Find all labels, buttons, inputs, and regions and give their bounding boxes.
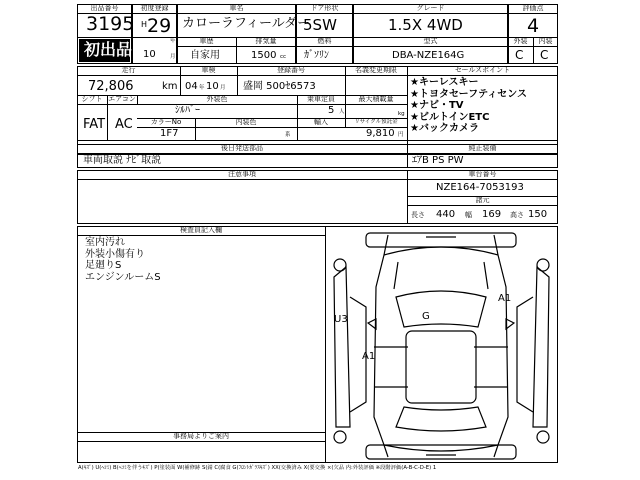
aircon: AC <box>115 117 133 132</box>
capacity: 5 <box>328 105 335 116</box>
int-color-unit: 系 <box>285 132 291 138</box>
legend-text: A(ｷｽﾞ) U(ﾍｺﾐ) B(ﾍｺﾐを伴うｷｽﾞ) P(塗装面 W(補修跡 S(錆 C(腐食 G(ﾌﾛﾝﾄｶﾞﾗｽｷｽﾞ) XX(交換済み X(要交換 ×(欠品 内:外装評価 ※段階評価(A-B-C-D-E) 1 <box>78 465 437 471</box>
inspector-note: 室内汚れ <box>85 237 125 248</box>
header-fuel: 燃料 <box>317 37 332 45</box>
length-label: 長さ <box>411 211 425 219</box>
inspection-year: 04 <box>185 81 198 92</box>
inspector-notes-list <box>85 237 161 283</box>
chassis-number: NZE164-7053193 <box>436 182 524 193</box>
sales-points-list <box>410 77 556 135</box>
color-no: 1F7 <box>160 128 179 139</box>
header-displacement: 排気量 <box>255 37 277 45</box>
fuel: ｶﾞｿﾘﾝ <box>304 50 329 61</box>
mileage-unit: km <box>162 81 178 92</box>
recycle-unit: 円 <box>398 132 404 138</box>
first-reg-era: H <box>141 20 148 29</box>
height-label: 高さ <box>510 211 524 219</box>
header-usage: 車歴 <box>199 37 214 45</box>
header-notes: 注意事項 <box>228 170 256 178</box>
first-reg-month: 10 <box>143 49 156 60</box>
recycle-fee: 9,810 <box>366 128 395 139</box>
displacement: 1500 <box>251 50 277 61</box>
shift: FAT <box>83 117 106 132</box>
header-int-color: 内装色 <box>235 118 257 126</box>
lot-number: 3195 <box>86 13 135 35</box>
first-sale-badge: 初出品 <box>79 39 130 62</box>
car-damage-diagram <box>326 227 557 462</box>
header-car-name: 車名 <box>229 4 244 12</box>
inspection-year-unit: 年 <box>199 85 205 91</box>
header-capacity: 乗車定員 <box>307 95 335 103</box>
header-model-code: 型式 <box>423 37 438 45</box>
header-ext-color: 外装色 <box>206 95 228 103</box>
usage: 自家用 <box>190 50 220 61</box>
interior-grade: C <box>540 48 549 62</box>
header-office-notes: 事務局よりご案内 <box>173 432 229 440</box>
standard-equipment: ｴｱB PS PW <box>412 155 464 166</box>
header-dims: 諸元 <box>475 196 490 204</box>
sales-point: ★バックカメラ <box>410 123 479 134</box>
damage-mark: U3 <box>334 314 348 325</box>
ext-color: ｼﾙﾊﾞｰ <box>175 105 200 116</box>
header-lot-no: 出品番号 <box>90 4 119 12</box>
sales-point: ★ナビ・TV <box>410 100 464 111</box>
header-mileage: 走行 <box>121 66 136 74</box>
header-plate: 登録番号 <box>277 66 305 74</box>
header-inspection: 車検 <box>201 66 216 74</box>
model-code: DBA-NZE164G <box>392 50 465 61</box>
first-reg-month-unit: 月 <box>170 54 176 60</box>
first-reg-year: 29 <box>147 15 172 37</box>
inspector-note: 足廻りS <box>85 260 122 271</box>
exterior-grade: C <box>515 48 524 62</box>
capacity-unit: 人 <box>339 109 345 115</box>
license-plate: 盛岡 500ｾ6573 <box>243 81 316 92</box>
header-aircon: エアコン <box>108 95 136 103</box>
inspector-note: エンジンルームS <box>85 271 161 283</box>
inspection-month-unit: 月 <box>220 85 226 91</box>
header-inspector-notes: 検査員記入欄 <box>180 226 222 234</box>
header-transfer: 名義変更期限 <box>355 66 397 74</box>
after-parts: 車両取説 ﾅﾋﾞ取説 <box>83 155 162 166</box>
header-sales-points: セールスポイント <box>454 66 511 74</box>
doors-shape: 5SW <box>303 16 337 34</box>
header-grade: グレード <box>416 4 445 12</box>
header-score: 評価点 <box>522 4 544 12</box>
header-shift: シフト <box>81 95 103 103</box>
score: 4 <box>527 15 540 37</box>
header-max-load: 最大積載量 <box>358 95 394 103</box>
height-value: 150 <box>528 209 548 220</box>
sales-point: ★ビルトインETC <box>410 111 490 123</box>
header-color-no: カラーNo <box>150 118 182 126</box>
max-load-unit: kg <box>398 111 405 117</box>
header-after-parts: 後日発送部品 <box>221 144 263 152</box>
header-chassis-no: 車台番号 <box>468 170 497 178</box>
damage-mark: G <box>422 311 430 322</box>
inspector-note: 外装小傷有り <box>85 248 145 260</box>
car-name: カローラフィールダー <box>182 16 311 31</box>
header-first-reg: 初度登録 <box>140 4 169 12</box>
width-label: 幅 <box>465 211 472 219</box>
mileage: 72,806 <box>88 79 134 94</box>
header-doors: ドア形状 <box>310 4 339 12</box>
header-exterior: 外装 <box>513 37 528 45</box>
damage-mark: A1 <box>498 293 512 304</box>
grade: 1.5X 4WD <box>388 16 463 34</box>
header-interior: 内装 <box>538 37 553 45</box>
sales-point: ★キーレスキー <box>410 77 479 88</box>
header-import: 輸入 <box>314 118 328 126</box>
sales-point: ★トヨタセーフティセンス <box>410 88 527 100</box>
header-std-equip: 純正装備 <box>468 144 497 152</box>
width-value: 169 <box>482 209 502 220</box>
header-recycle: リサイクル預託金 <box>354 119 398 125</box>
inspection-month: 10 <box>206 81 219 92</box>
displacement-unit: cc <box>280 54 287 60</box>
length-value: 440 <box>436 209 456 220</box>
damage-mark: A1 <box>362 351 376 362</box>
first-reg-year-unit: 年 <box>170 38 176 44</box>
